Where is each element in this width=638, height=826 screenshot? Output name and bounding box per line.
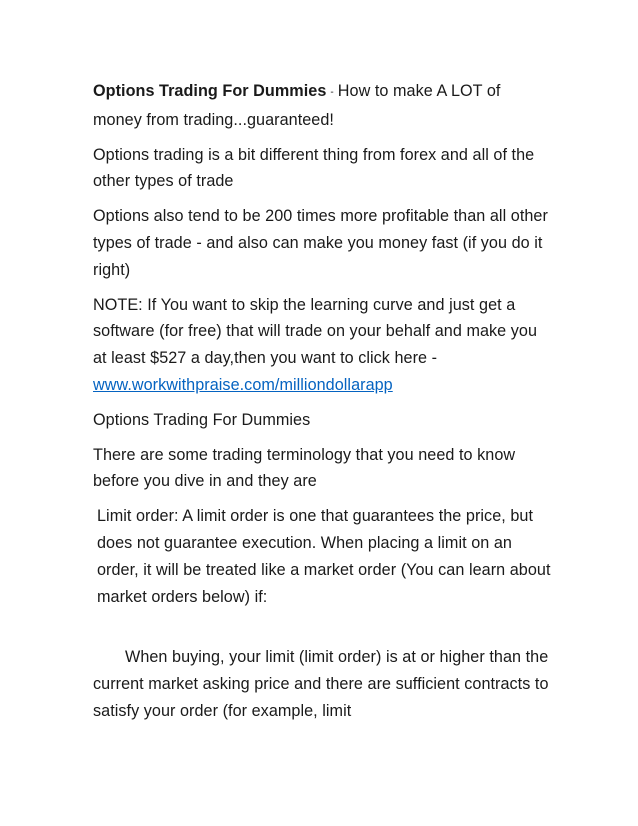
document-title-tagline: How to make A LOT of money from trading...guaranteed! [93,82,501,129]
paragraph-terminology-intro: There are some trading terminology that you need to know before you dive in and they are [93,445,516,491]
note-paragraph [93,292,553,399]
paragraph-options-intro: Options trading is a bit different thing from forex and all of the other types of trade [93,145,535,191]
paragraph-options-profitability: Options also tend to be 200 times more profitable than all other types of trade - and also can make you money fast (if you do it right) [93,207,548,279]
document-title: Options Trading For Dummies [93,82,327,100]
paragraph-when-buying: When buying, your limit (limit order) is at or higher than the current market asking price and there are sufficient contracts to satisfy your order (for example, limit [93,648,549,720]
blank-line [93,618,553,644]
section-subheading: Options Trading For Dummies [93,410,311,429]
document-body [93,78,553,733]
paragraph-limit-order: Limit order: A limit order is one that guarantees the price, but does not guarantee execution. When placing a limit on an order, it will be treated like a market order (You can learn about market orders below) if: [97,507,551,606]
title-separator: - [330,87,334,98]
document-title-paragraph [93,78,553,134]
note-text: NOTE: If You want to skip the learning curve and just get a software (for free) that will trade on your behalf and make you at least $527 a day,then you want to click here - [93,295,538,368]
note-link[interactable]: www.workwithpraise.com/milliondollarapp [93,375,393,394]
